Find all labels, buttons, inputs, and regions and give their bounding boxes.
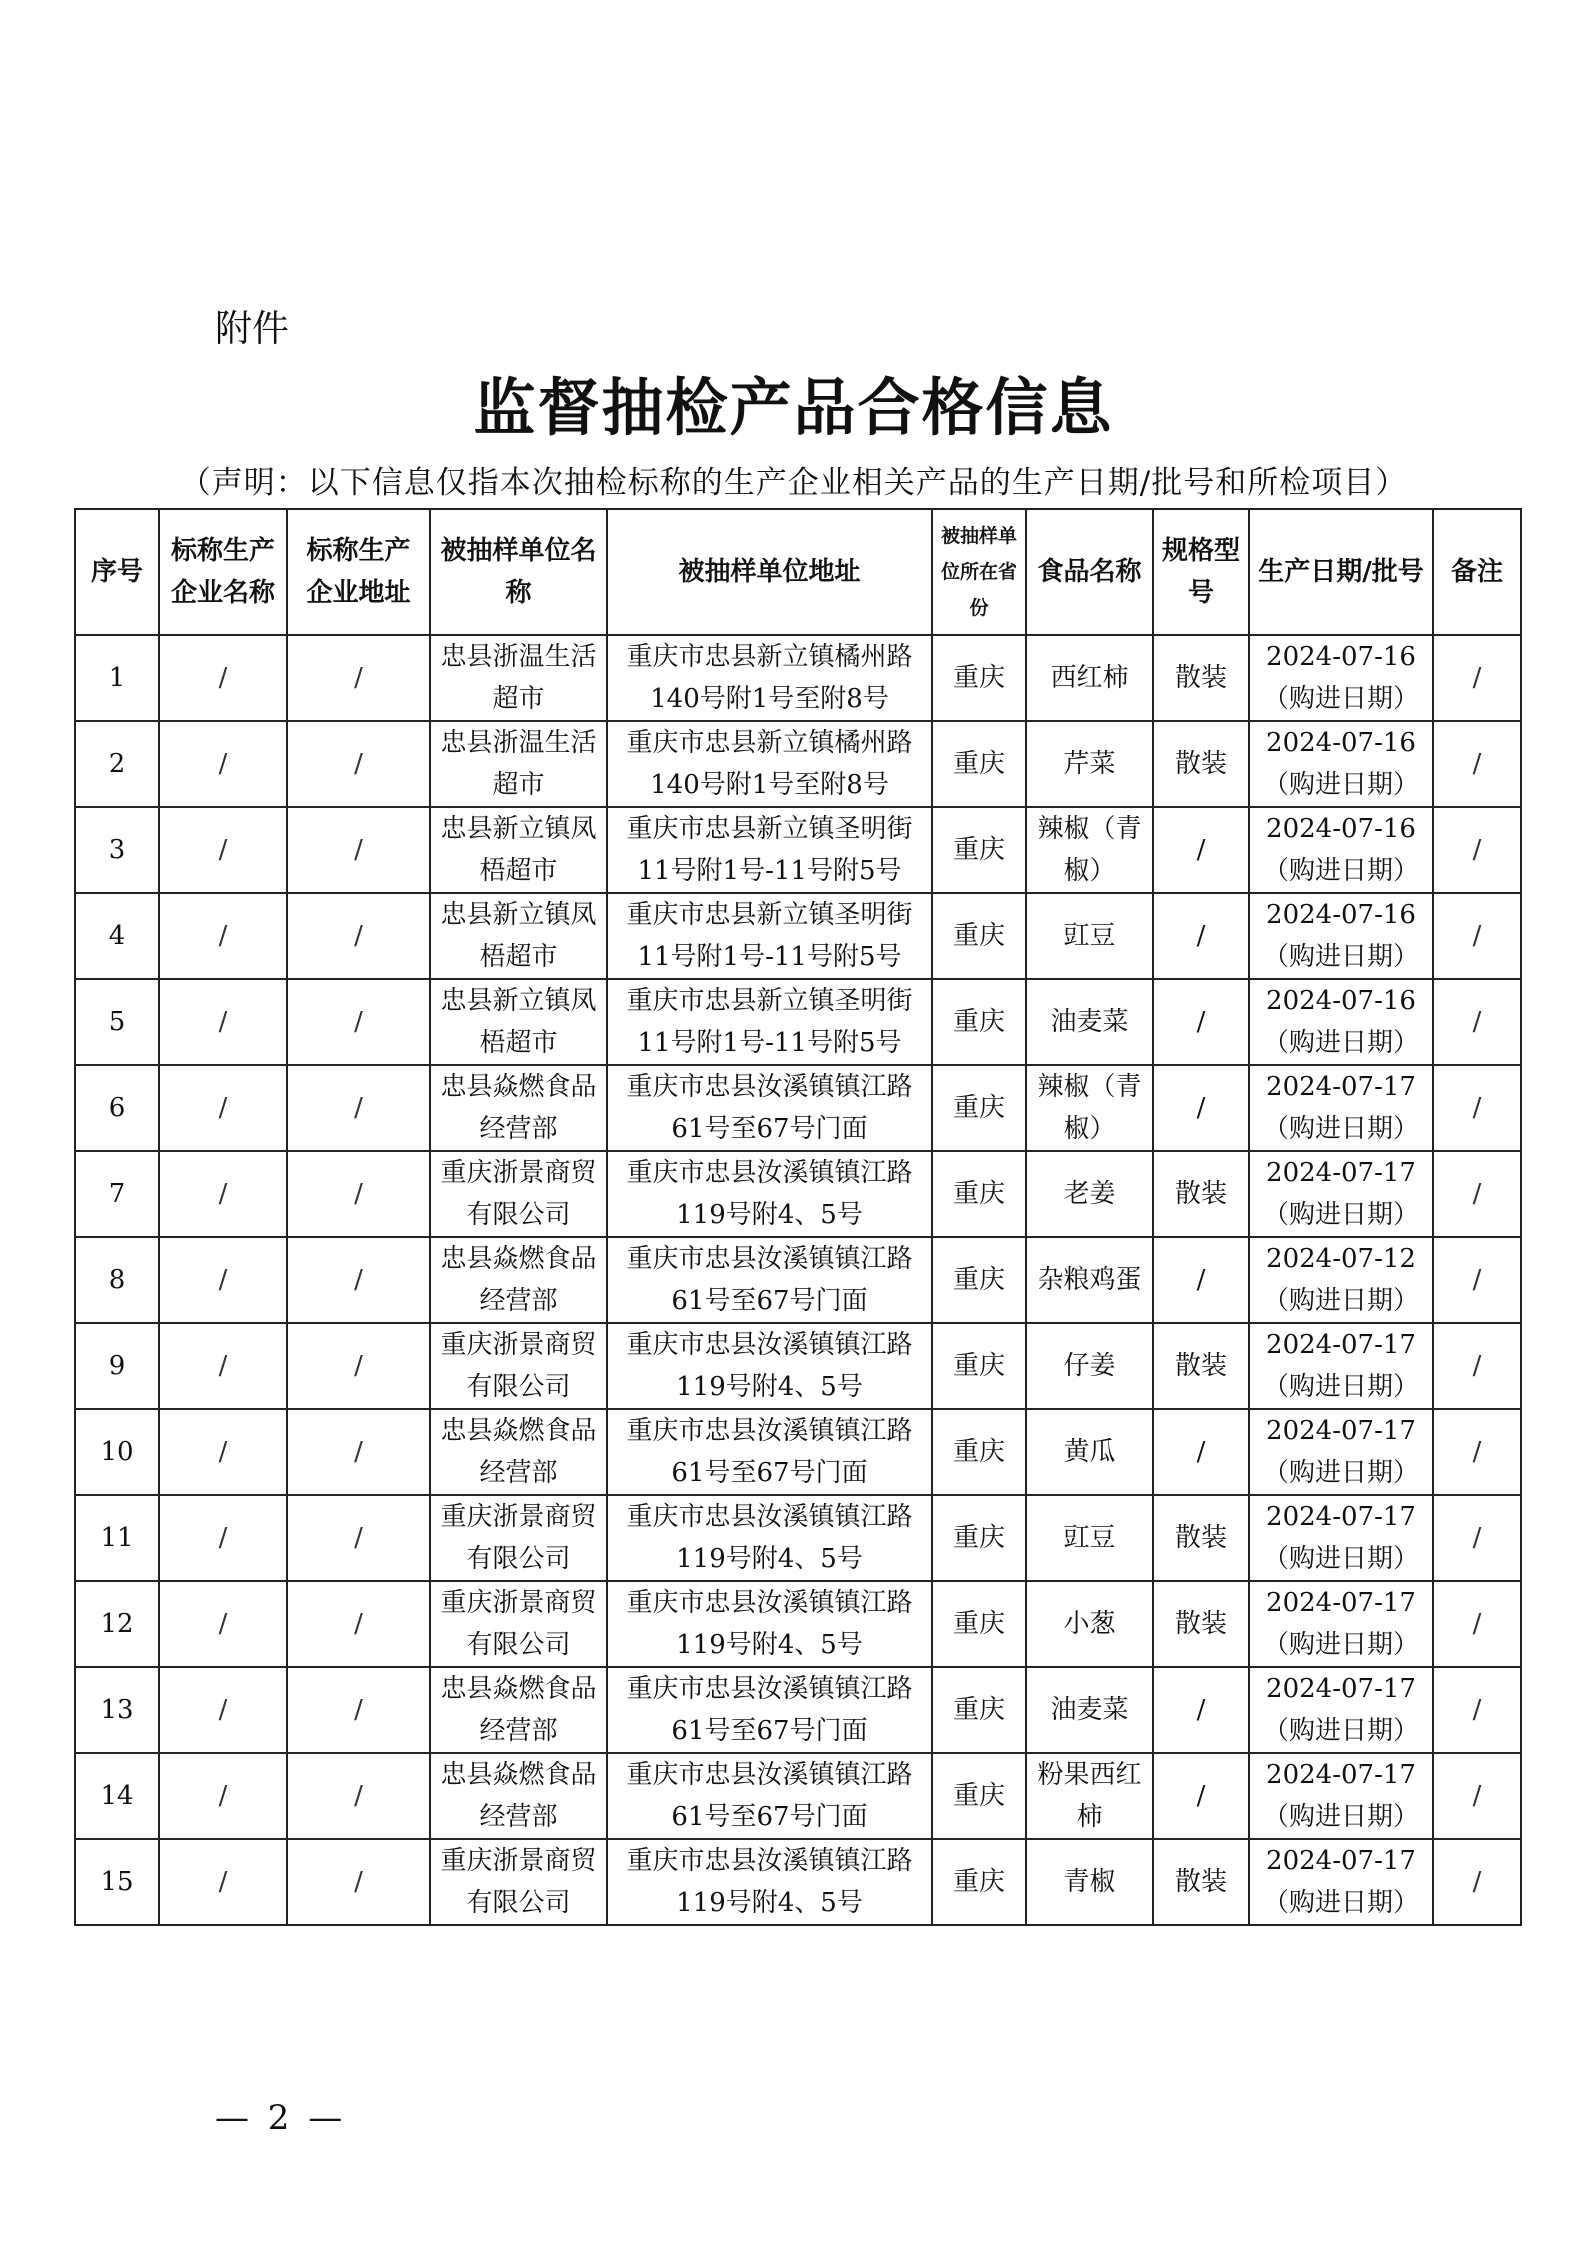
cell-spec: / [1153,807,1249,893]
cell-note: / [1433,1839,1521,1925]
cell-no: 11 [75,1495,159,1581]
cell-food-name: 西红柿 [1026,635,1153,721]
column-header-spec: 规格型号 [1153,509,1249,635]
cell-mfr-address: / [287,1495,430,1581]
cell-spec: / [1153,1667,1249,1753]
cell-sampled-unit-address: 重庆市忠县汝溪镇镇江路119号附4、5号 [607,1151,932,1237]
cell-spec: 散装 [1153,1495,1249,1581]
cell-no: 8 [75,1237,159,1323]
cell-note: / [1433,979,1521,1065]
cell-spec: / [1153,979,1249,1065]
column-header-mfr-address: 标称生产企业地址 [287,509,430,635]
cell-note: / [1433,1409,1521,1495]
inspection-results-table [74,508,1522,1926]
cell-province: 重庆 [932,979,1026,1065]
cell-food-name: 芹菜 [1026,721,1153,807]
cell-sampled-unit-name: 重庆浙景商贸有限公司 [430,1839,607,1925]
cell-mfr-name: / [159,1839,287,1925]
column-header-sampled-unit-name: 被抽样单位名称 [430,509,607,635]
cell-mfr-address: / [287,721,430,807]
cell-date: 2024-07-16（购进日期） [1249,893,1433,979]
cell-food-name: 油麦菜 [1026,1667,1153,1753]
cell-date: 2024-07-17（购进日期） [1249,1409,1433,1495]
table-row [75,807,1521,893]
cell-note: / [1433,1237,1521,1323]
cell-mfr-address: / [287,1409,430,1495]
table-row [75,893,1521,979]
cell-sampled-unit-address: 重庆市忠县汝溪镇镇江路119号附4、5号 [607,1581,932,1667]
cell-food-name: 杂粮鸡蛋 [1026,1237,1153,1323]
column-header-mfr-name: 标称生产企业名称 [159,509,287,635]
cell-note: / [1433,1151,1521,1237]
table-row [75,979,1521,1065]
cell-mfr-address: / [287,1667,430,1753]
cell-mfr-address: / [287,893,430,979]
column-header-date: 生产日期/批号 [1249,509,1433,635]
table-row [75,1753,1521,1839]
cell-province: 重庆 [932,1409,1026,1495]
cell-mfr-name: / [159,635,287,721]
cell-spec: 散装 [1153,1323,1249,1409]
cell-sampled-unit-name: 忠县新立镇凤梧超市 [430,807,607,893]
table-row [75,1495,1521,1581]
cell-date: 2024-07-16（购进日期） [1249,635,1433,721]
cell-province: 重庆 [932,1753,1026,1839]
cell-food-name: 仔姜 [1026,1323,1153,1409]
column-header-note: 备注 [1433,509,1521,635]
statement-note: （声明：以下信息仅指本次抽检标称的生产企业相关产品的生产日期/批号和所检项目） [179,465,1408,501]
cell-note: / [1433,893,1521,979]
attachment-label: 附件 [215,307,289,350]
cell-food-name: 豇豆 [1026,1495,1153,1581]
cell-province: 重庆 [932,721,1026,807]
cell-mfr-address: / [287,635,430,721]
cell-province: 重庆 [932,1839,1026,1925]
cell-mfr-address: / [287,1237,430,1323]
cell-note: / [1433,1495,1521,1581]
column-header-province: 被抽样单位所在省份 [932,509,1026,635]
cell-sampled-unit-name: 忠县焱燃食品经营部 [430,1409,607,1495]
table-header-row [75,509,1521,635]
cell-sampled-unit-name: 重庆浙景商贸有限公司 [430,1323,607,1409]
cell-sampled-unit-address: 重庆市忠县汝溪镇镇江路119号附4、5号 [607,1495,932,1581]
cell-no: 12 [75,1581,159,1667]
cell-mfr-address: / [287,807,430,893]
cell-mfr-address: / [287,1065,430,1151]
cell-spec: / [1153,1753,1249,1839]
table-row [75,1839,1521,1925]
cell-spec: 散装 [1153,1839,1249,1925]
cell-note: / [1433,1581,1521,1667]
cell-food-name: 黄瓜 [1026,1409,1153,1495]
cell-mfr-name: / [159,1065,287,1151]
cell-province: 重庆 [932,807,1026,893]
cell-date: 2024-07-16（购进日期） [1249,721,1433,807]
cell-mfr-name: / [159,1495,287,1581]
cell-mfr-address: / [287,1581,430,1667]
cell-date: 2024-07-17（购进日期） [1249,1151,1433,1237]
cell-note: / [1433,1753,1521,1839]
cell-food-name: 青椒 [1026,1839,1153,1925]
table-row [75,1667,1521,1753]
cell-province: 重庆 [932,1495,1026,1581]
table-row [75,721,1521,807]
cell-no: 14 [75,1753,159,1839]
cell-mfr-address: / [287,1839,430,1925]
cell-no: 7 [75,1151,159,1237]
cell-food-name: 老姜 [1026,1151,1153,1237]
cell-mfr-address: / [287,1151,430,1237]
cell-note: / [1433,1323,1521,1409]
cell-date: 2024-07-16（购进日期） [1249,979,1433,1065]
cell-sampled-unit-name: 忠县焱燃食品经营部 [430,1753,607,1839]
cell-mfr-name: / [159,1753,287,1839]
column-header-no: 序号 [75,509,159,635]
cell-food-name: 小葱 [1026,1581,1153,1667]
cell-sampled-unit-address: 重庆市忠县汝溪镇镇江路119号附4、5号 [607,1323,932,1409]
cell-no: 6 [75,1065,159,1151]
table-row [75,1581,1521,1667]
cell-sampled-unit-address: 重庆市忠县汝溪镇镇江路61号至67号门面 [607,1065,932,1151]
cell-spec: 散装 [1153,635,1249,721]
cell-mfr-name: / [159,1409,287,1495]
cell-spec: 散装 [1153,721,1249,807]
cell-province: 重庆 [932,1065,1026,1151]
cell-mfr-name: / [159,979,287,1065]
cell-sampled-unit-name: 忠县焱燃食品经营部 [430,1237,607,1323]
cell-mfr-address: / [287,979,430,1065]
cell-date: 2024-07-16（购进日期） [1249,807,1433,893]
cell-spec: / [1153,1409,1249,1495]
cell-sampled-unit-address: 重庆市忠县汝溪镇镇江路61号至67号门面 [607,1409,932,1495]
cell-spec: 散装 [1153,1151,1249,1237]
cell-mfr-name: / [159,1151,287,1237]
cell-date: 2024-07-17（购进日期） [1249,1323,1433,1409]
cell-sampled-unit-name: 忠县新立镇凤梧超市 [430,893,607,979]
cell-sampled-unit-address: 重庆市忠县新立镇橘州路140号附1号至附8号 [607,721,932,807]
cell-sampled-unit-name: 忠县浙温生活超市 [430,721,607,807]
cell-sampled-unit-address: 重庆市忠县新立镇圣明街11号附1号-11号附5号 [607,893,932,979]
cell-sampled-unit-address: 重庆市忠县新立镇橘州路140号附1号至附8号 [607,635,932,721]
column-header-sampled-unit-address: 被抽样单位地址 [607,509,932,635]
cell-mfr-name: / [159,893,287,979]
cell-spec: 散装 [1153,1581,1249,1667]
cell-province: 重庆 [932,1667,1026,1753]
table-body [75,635,1521,1925]
cell-mfr-name: / [159,1667,287,1753]
cell-spec: / [1153,1237,1249,1323]
cell-sampled-unit-address: 重庆市忠县汝溪镇镇江路61号至67号门面 [607,1237,932,1323]
cell-mfr-name: / [159,807,287,893]
table-row [75,1409,1521,1495]
table-row [75,1323,1521,1409]
cell-note: / [1433,807,1521,893]
table-row [75,1151,1521,1237]
cell-date: 2024-07-12（购进日期） [1249,1237,1433,1323]
column-header-food-name: 食品名称 [1026,509,1153,635]
cell-sampled-unit-name: 重庆浙景商贸有限公司 [430,1151,607,1237]
page-number: — 2 — [215,2098,347,2138]
cell-note: / [1433,635,1521,721]
cell-no: 10 [75,1409,159,1495]
cell-mfr-name: / [159,1237,287,1323]
page-title: 监督抽检产品合格信息 [473,371,1114,444]
cell-province: 重庆 [932,635,1026,721]
cell-mfr-name: / [159,721,287,807]
cell-sampled-unit-name: 忠县新立镇凤梧超市 [430,979,607,1065]
cell-sampled-unit-name: 忠县焱燃食品经营部 [430,1065,607,1151]
cell-date: 2024-07-17（购进日期） [1249,1581,1433,1667]
cell-mfr-name: / [159,1581,287,1667]
cell-province: 重庆 [932,1151,1026,1237]
cell-province: 重庆 [932,1323,1026,1409]
cell-date: 2024-07-17（购进日期） [1249,1839,1433,1925]
cell-no: 3 [75,807,159,893]
cell-sampled-unit-name: 重庆浙景商贸有限公司 [430,1581,607,1667]
cell-sampled-unit-address: 重庆市忠县汝溪镇镇江路61号至67号门面 [607,1667,932,1753]
cell-sampled-unit-address: 重庆市忠县新立镇圣明街11号附1号-11号附5号 [607,807,932,893]
cell-food-name: 油麦菜 [1026,979,1153,1065]
cell-spec: / [1153,893,1249,979]
cell-food-name: 辣椒（青椒） [1026,1065,1153,1151]
cell-food-name: 粉果西红柿 [1026,1753,1153,1839]
cell-mfr-name: / [159,1323,287,1409]
cell-mfr-address: / [287,1323,430,1409]
cell-no: 2 [75,721,159,807]
cell-no: 13 [75,1667,159,1753]
cell-note: / [1433,1667,1521,1753]
cell-date: 2024-07-17（购进日期） [1249,1753,1433,1839]
cell-no: 4 [75,893,159,979]
cell-province: 重庆 [932,893,1026,979]
cell-date: 2024-07-17（购进日期） [1249,1495,1433,1581]
cell-sampled-unit-address: 重庆市忠县汝溪镇镇江路61号至67号门面 [607,1753,932,1839]
cell-no: 15 [75,1839,159,1925]
cell-province: 重庆 [932,1581,1026,1667]
cell-no: 1 [75,635,159,721]
cell-food-name: 辣椒（青椒） [1026,807,1153,893]
cell-note: / [1433,1065,1521,1151]
cell-mfr-address: / [287,1753,430,1839]
cell-note: / [1433,721,1521,807]
cell-food-name: 豇豆 [1026,893,1153,979]
cell-sampled-unit-address: 重庆市忠县汝溪镇镇江路119号附4、5号 [607,1839,932,1925]
cell-date: 2024-07-17（购进日期） [1249,1667,1433,1753]
table-row [75,635,1521,721]
cell-sampled-unit-name: 忠县浙温生活超市 [430,635,607,721]
cell-no: 5 [75,979,159,1065]
cell-spec: / [1153,1065,1249,1151]
cell-sampled-unit-name: 重庆浙景商贸有限公司 [430,1495,607,1581]
cell-province: 重庆 [932,1237,1026,1323]
cell-date: 2024-07-17（购进日期） [1249,1065,1433,1151]
cell-sampled-unit-address: 重庆市忠县新立镇圣明街11号附1号-11号附5号 [607,979,932,1065]
cell-sampled-unit-name: 忠县焱燃食品经营部 [430,1667,607,1753]
table-row [75,1237,1521,1323]
table-row [75,1065,1521,1151]
cell-no: 9 [75,1323,159,1409]
